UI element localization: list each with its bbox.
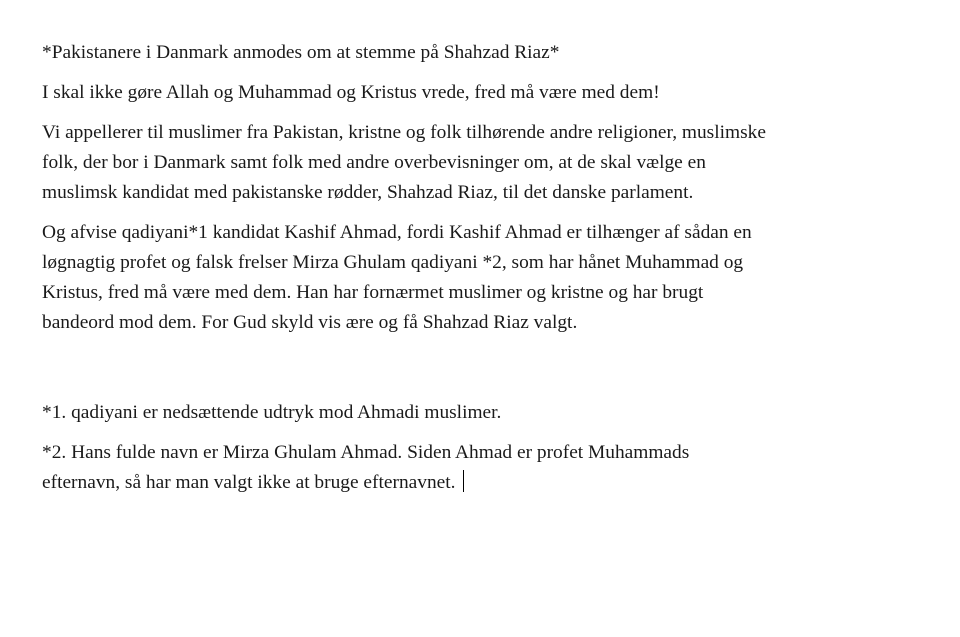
- text-line-with-caret: [42, 468, 942, 498]
- blank-spacer: [42, 348, 942, 398]
- text-cursor: [463, 470, 464, 492]
- text-line: I skal ikke gøre Allah og Muhammad og Kristus vrede, fred må være med dem!: [42, 82, 660, 103]
- paragraph-2: [42, 118, 942, 208]
- paragraph-1: [42, 78, 942, 108]
- text-line: muslimsk kandidat med pakistanske rødder, Shahzad Riaz, til det danske parlament.: [42, 182, 694, 203]
- footnote-2: [42, 438, 942, 498]
- text-line: *1. qadiyani er nedsættende udtryk mod Ahmadi muslimer.: [42, 402, 502, 423]
- footnote-1: [42, 398, 942, 428]
- text-line: Og afvise qadiyani*1 kandidat Kashif Ahmad, fordi Kashif Ahmad er tilhænger af sådan en: [42, 222, 752, 243]
- paragraph-3: [42, 218, 942, 338]
- text-line: løgnagtig profet og falsk frelser Mirza Ghulam qadiyani *2, som har hånet Muhammad og: [42, 252, 744, 273]
- text-line: *2. Hans fulde navn er Mirza Ghulam Ahmad. Siden Ahmad er profet Muhammads: [42, 442, 690, 463]
- text-line: Vi appellerer til muslimer fra Pakistan, kristne og folk tilhørende andre religioner, muslimske: [42, 122, 766, 143]
- text-line: efternavn, så har man valgt ikke at bruge efternavnet.: [42, 472, 456, 493]
- text-line: folk, der bor i Danmark samt folk med andre overbevisninger om, at de skal vælge en: [42, 152, 706, 173]
- text-line: Kristus, fred må være med dem. Han har fornærmet muslimer og kristne og har brugt: [42, 282, 704, 303]
- document-title: [42, 38, 942, 68]
- text-line: bandeord mod dem. For Gud skyld vis ære og få Shahzad Riaz valgt.: [42, 312, 578, 333]
- text-line: *Pakistanere i Danmark anmodes om at stemme på Shahzad Riaz*: [42, 42, 560, 63]
- document-body[interactable]: [42, 38, 942, 508]
